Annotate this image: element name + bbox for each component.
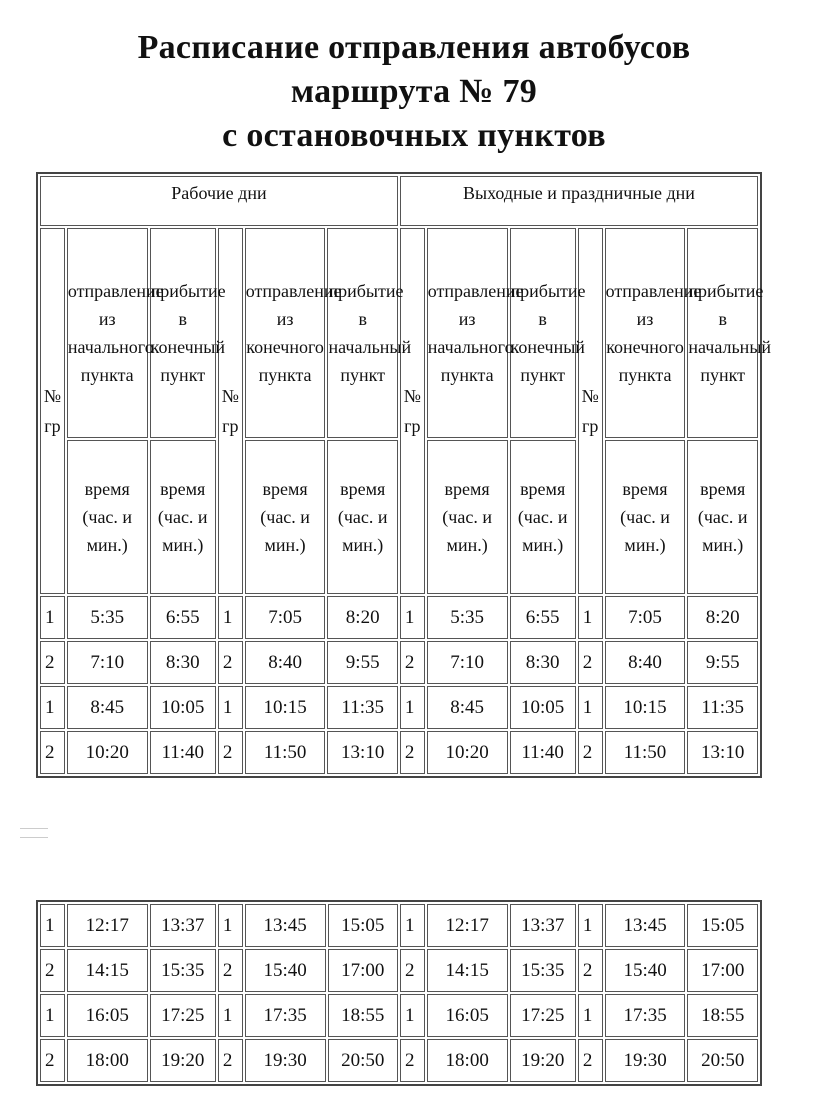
header-time: время (час. и мин.) xyxy=(687,440,758,594)
time-cell: 13:37 xyxy=(510,904,576,947)
time-cell: 17:25 xyxy=(150,994,216,1037)
time-cell: 15:35 xyxy=(510,949,576,992)
time-cell: 18:55 xyxy=(328,994,398,1037)
group-cell: 1 xyxy=(218,904,243,947)
time-cell: 12:17 xyxy=(67,904,148,947)
time-cell: 7:10 xyxy=(427,641,508,684)
header-group: № гр xyxy=(40,228,65,594)
time-cell: 8:40 xyxy=(245,641,326,684)
table-row xyxy=(40,949,758,992)
schedule-header-table xyxy=(36,172,772,778)
time-cell: 15:05 xyxy=(328,904,398,947)
group-cell: 1 xyxy=(40,596,65,639)
header-arrive-start: прибытие в начальный пункт xyxy=(327,228,397,438)
time-cell: 11:35 xyxy=(687,686,758,729)
group-cell: 2 xyxy=(40,1039,65,1082)
time-cell: 8:45 xyxy=(427,686,508,729)
time-cell: 15:05 xyxy=(687,904,758,947)
header-arrive-start: прибытие в начальный пункт xyxy=(687,228,758,438)
time-cell: 9:55 xyxy=(327,641,397,684)
time-cell: 16:05 xyxy=(67,994,148,1037)
time-cell: 17:35 xyxy=(245,994,326,1037)
group-cell: 2 xyxy=(578,1039,603,1082)
time-cell: 10:05 xyxy=(150,686,216,729)
group-cell: 1 xyxy=(400,596,425,639)
header-time: время (час. и мин.) xyxy=(605,440,686,594)
group-cell: 1 xyxy=(578,994,603,1037)
time-cell: 17:25 xyxy=(510,994,576,1037)
time-cell: 18:00 xyxy=(67,1039,148,1082)
title-line-1: Расписание отправления автобусов xyxy=(137,29,691,66)
group-cell: 1 xyxy=(40,994,65,1037)
group-cell: 2 xyxy=(40,949,65,992)
group-cell: 2 xyxy=(218,731,243,774)
group-cell: 2 xyxy=(40,731,65,774)
table-row xyxy=(40,994,758,1037)
header-time: время (час. и мин.) xyxy=(427,440,508,594)
time-cell: 19:20 xyxy=(150,1039,216,1082)
header-arrive-end: прибытие в конечный пункт xyxy=(150,228,216,438)
time-cell: 13:45 xyxy=(605,904,686,947)
group-cell: 2 xyxy=(400,1039,425,1082)
time-cell: 10:05 xyxy=(510,686,576,729)
group-cell: 1 xyxy=(400,686,425,729)
time-cell: 17:00 xyxy=(687,949,758,992)
group-cell: 1 xyxy=(218,596,243,639)
group-cell: 2 xyxy=(578,949,603,992)
time-cell: 12:17 xyxy=(427,904,508,947)
time-cell: 13:10 xyxy=(687,731,758,774)
group-cell: 2 xyxy=(218,1039,243,1082)
table-row xyxy=(40,686,758,729)
group-cell: 1 xyxy=(40,686,65,729)
group-cell: 1 xyxy=(40,904,65,947)
time-cell: 8:40 xyxy=(605,641,686,684)
time-cell: 19:30 xyxy=(245,1039,326,1082)
section-weekends: Выходные и праздничные дни xyxy=(400,176,758,226)
header-group: № гр xyxy=(578,228,603,594)
group-cell: 2 xyxy=(40,641,65,684)
table-row xyxy=(40,731,758,774)
time-cell: 13:10 xyxy=(327,731,397,774)
time-cell: 7:10 xyxy=(67,641,148,684)
title-line-2: маршрута № 79 xyxy=(290,73,538,110)
time-cell: 8:30 xyxy=(510,641,576,684)
group-cell: 1 xyxy=(218,994,243,1037)
header-time: время (час. и мин.) xyxy=(510,440,576,594)
time-cell: 8:45 xyxy=(67,686,148,729)
group-cell: 2 xyxy=(400,731,425,774)
group-cell: 1 xyxy=(400,904,425,947)
header-depart-start: отправление из начального пункта xyxy=(427,228,508,438)
time-cell: 13:37 xyxy=(150,904,216,947)
group-cell: 2 xyxy=(400,641,425,684)
time-cell: 5:35 xyxy=(427,596,508,639)
group-cell: 1 xyxy=(578,904,603,947)
time-cell: 19:30 xyxy=(605,1039,686,1082)
time-cell: 15:40 xyxy=(605,949,686,992)
time-cell: 5:35 xyxy=(67,596,148,639)
time-cell: 8:20 xyxy=(687,596,758,639)
time-cell: 11:40 xyxy=(510,731,576,774)
group-cell: 1 xyxy=(400,994,425,1037)
table-row xyxy=(40,641,758,684)
group-cell: 2 xyxy=(578,641,603,684)
header-depart-start: отправление из начального пункта xyxy=(67,228,148,438)
time-cell: 18:00 xyxy=(427,1039,508,1082)
group-cell: 2 xyxy=(578,731,603,774)
title-line-3: с остановочных пунктов xyxy=(222,117,606,154)
group-cell: 2 xyxy=(400,949,425,992)
time-cell: 20:50 xyxy=(328,1039,398,1082)
page-break-marks xyxy=(20,828,48,842)
time-cell: 11:35 xyxy=(327,686,397,729)
time-cell: 14:15 xyxy=(427,949,508,992)
section-workdays: Рабочие дни xyxy=(40,176,398,226)
time-cell: 8:30 xyxy=(150,641,216,684)
group-cell: 1 xyxy=(578,596,603,639)
table-row xyxy=(40,1039,758,1082)
time-cell: 20:50 xyxy=(687,1039,758,1082)
header-group: № гр xyxy=(218,228,243,594)
group-cell: 1 xyxy=(218,686,243,729)
time-cell: 10:20 xyxy=(67,731,148,774)
group-cell: 2 xyxy=(218,641,243,684)
header-arrive-end: прибытие в конечный пункт xyxy=(510,228,576,438)
time-cell: 9:55 xyxy=(687,641,758,684)
time-cell: 6:55 xyxy=(150,596,216,639)
time-cell: 18:55 xyxy=(687,994,758,1037)
time-cell: 7:05 xyxy=(605,596,686,639)
group-cell: 1 xyxy=(578,686,603,729)
time-cell: 8:20 xyxy=(327,596,397,639)
time-cell: 10:15 xyxy=(245,686,326,729)
time-cell: 11:50 xyxy=(605,731,686,774)
time-cell: 13:45 xyxy=(245,904,326,947)
time-cell: 7:05 xyxy=(245,596,326,639)
time-cell: 15:40 xyxy=(245,949,326,992)
time-cell: 11:40 xyxy=(150,731,216,774)
header-time: время (час. и мин.) xyxy=(327,440,397,594)
time-cell: 11:50 xyxy=(245,731,326,774)
table-row xyxy=(40,596,758,639)
schedule-lower-rows xyxy=(40,904,758,1082)
header-depart-end: отправление из конечного пункта xyxy=(605,228,686,438)
time-cell: 17:35 xyxy=(605,994,686,1037)
header-time: время (час. и мин.) xyxy=(245,440,326,594)
header-time: время (час. и мин.) xyxy=(67,440,148,594)
group-cell: 2 xyxy=(218,949,243,992)
time-cell: 17:00 xyxy=(328,949,398,992)
time-cell: 19:20 xyxy=(510,1039,576,1082)
schedule-lower-table xyxy=(36,900,762,1086)
table-row xyxy=(40,904,758,947)
time-cell: 16:05 xyxy=(427,994,508,1037)
time-cell: 10:20 xyxy=(427,731,508,774)
time-cell: 15:35 xyxy=(150,949,216,992)
header-group: № гр xyxy=(400,228,425,594)
schedule-upper-rows xyxy=(40,596,758,774)
time-cell: 10:15 xyxy=(605,686,686,729)
time-cell: 14:15 xyxy=(67,949,148,992)
header-time: время (час. и мин.) xyxy=(150,440,216,594)
time-cell: 6:55 xyxy=(510,596,576,639)
header-depart-end: отправление из конечного пункта xyxy=(245,228,326,438)
